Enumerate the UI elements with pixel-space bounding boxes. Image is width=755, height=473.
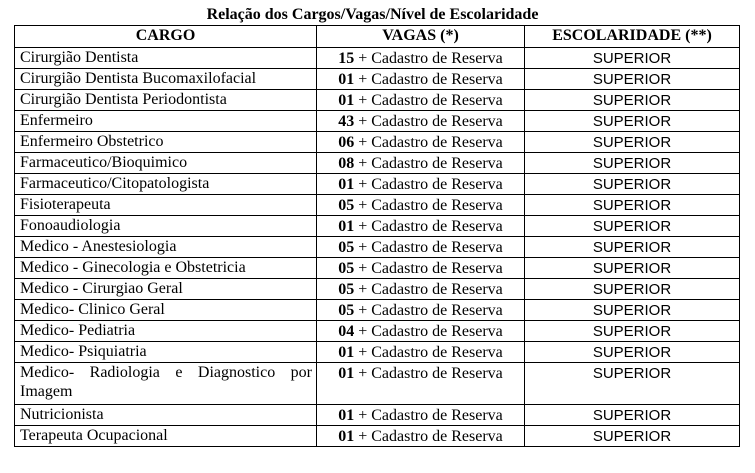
vagas-cell <box>317 405 525 426</box>
vagas-suffix: + Cadastro de Reserva <box>354 134 503 151</box>
cargo-cell: Nutricionista <box>15 405 317 426</box>
vagas-count: 43 <box>338 113 355 130</box>
vagas-cell <box>317 48 525 69</box>
escolaridade-cell: SUPERIOR <box>525 174 740 195</box>
cargo-cell: Enfermeiro Obstetrico <box>15 132 317 153</box>
vagas-suffix: + Cadastro de Reserva <box>354 239 503 256</box>
cargo-cell: Fonoaudiologia <box>15 216 317 237</box>
table-row <box>15 405 740 426</box>
vagas-cell <box>317 195 525 216</box>
vagas-count: 05 <box>338 302 355 319</box>
table-row <box>15 258 740 279</box>
jobs-table <box>14 25 740 447</box>
escolaridade-cell: SUPERIOR <box>525 153 740 174</box>
vagas-suffix: + Cadastro de Reserva <box>354 260 503 277</box>
vagas-count: 04 <box>338 323 355 340</box>
vagas-cell <box>317 321 525 342</box>
vagas-cell <box>317 216 525 237</box>
table-row <box>15 279 740 300</box>
header-vagas: VAGAS (*) <box>317 26 525 48</box>
escolaridade-cell: SUPERIOR <box>525 69 740 90</box>
table-row <box>15 363 740 405</box>
table-row <box>15 174 740 195</box>
vagas-suffix: + Cadastro de Reserva <box>354 71 503 88</box>
vagas-count: 05 <box>338 239 355 256</box>
table-row <box>15 153 740 174</box>
escolaridade-cell: SUPERIOR <box>525 132 740 153</box>
vagas-count: 01 <box>338 365 355 382</box>
vagas-cell <box>317 258 525 279</box>
vagas-cell <box>317 174 525 195</box>
table-row <box>15 216 740 237</box>
escolaridade-cell: SUPERIOR <box>525 216 740 237</box>
cargo-cell: Medico- Pediatria <box>15 321 317 342</box>
cargo-cell: Terapeuta Ocupacional <box>15 426 317 447</box>
vagas-count: 05 <box>338 281 355 298</box>
vagas-suffix: + Cadastro de Reserva <box>354 92 503 109</box>
vagas-count: 01 <box>338 71 355 88</box>
cargo-cell: Medico- Radiologia e Diagnostico por Imagem <box>15 363 317 405</box>
escolaridade-cell: SUPERIOR <box>525 342 740 363</box>
table-row <box>15 321 740 342</box>
cargo-cell: Farmaceutico/Bioquimico <box>15 153 317 174</box>
vagas-count: 01 <box>338 176 355 193</box>
vagas-suffix: + Cadastro de Reserva <box>354 176 503 193</box>
escolaridade-cell: SUPERIOR <box>525 279 740 300</box>
header-cargo: CARGO <box>15 26 317 48</box>
vagas-suffix: + Cadastro de Reserva <box>354 50 503 67</box>
vagas-count: 01 <box>338 428 355 445</box>
vagas-cell <box>317 426 525 447</box>
table-row <box>15 426 740 447</box>
vagas-count: 01 <box>338 218 355 235</box>
escolaridade-cell: SUPERIOR <box>525 363 740 405</box>
vagas-cell <box>317 69 525 90</box>
vagas-suffix: + Cadastro de Reserva <box>354 407 503 424</box>
vagas-suffix: + Cadastro de Reserva <box>354 197 503 214</box>
table-row <box>15 195 740 216</box>
table-row <box>15 90 740 111</box>
vagas-suffix: + Cadastro de Reserva <box>354 323 503 340</box>
cargo-cell: Fisioterapeuta <box>15 195 317 216</box>
escolaridade-cell: SUPERIOR <box>525 195 740 216</box>
cargo-cell: Farmaceutico/Citopatologista <box>15 174 317 195</box>
table-row <box>15 48 740 69</box>
cargo-cell: Medico - Cirurgiao Geral <box>15 279 317 300</box>
escolaridade-cell: SUPERIOR <box>525 237 740 258</box>
header-escolaridade: ESCOLARIDADE (**) <box>525 26 740 48</box>
table-row <box>15 300 740 321</box>
vagas-count: 06 <box>338 134 355 151</box>
table-header-row <box>15 26 740 48</box>
escolaridade-cell: SUPERIOR <box>525 426 740 447</box>
table-row <box>15 342 740 363</box>
vagas-suffix: + Cadastro de Reserva <box>354 428 503 445</box>
cargo-cell: Cirurgião Dentista Periodontista <box>15 90 317 111</box>
vagas-cell <box>317 279 525 300</box>
vagas-suffix: + Cadastro de Reserva <box>354 344 503 361</box>
escolaridade-cell: SUPERIOR <box>525 258 740 279</box>
vagas-suffix: + Cadastro de Reserva <box>354 155 503 172</box>
escolaridade-cell: SUPERIOR <box>525 111 740 132</box>
vagas-cell <box>317 342 525 363</box>
vagas-count: 01 <box>338 92 355 109</box>
cargo-cell: Cirurgião Dentista Bucomaxilofacial <box>15 69 317 90</box>
table-row <box>15 237 740 258</box>
vagas-count: 15 <box>338 50 355 67</box>
escolaridade-cell: SUPERIOR <box>525 300 740 321</box>
vagas-count: 05 <box>338 260 355 277</box>
cargo-cell: Medico - Ginecologia e Obstetricia <box>15 258 317 279</box>
cargo-cell: Enfermeiro <box>15 111 317 132</box>
vagas-cell <box>317 300 525 321</box>
vagas-suffix: + Cadastro de Reserva <box>354 302 503 319</box>
page-title: Relação dos Cargos/Vagas/Nível de Escolaridade <box>206 6 539 23</box>
vagas-count: 05 <box>338 197 355 214</box>
vagas-cell <box>317 111 525 132</box>
cargo-cell: Medico - Anestesiologia <box>15 237 317 258</box>
escolaridade-cell: SUPERIOR <box>525 90 740 111</box>
cargo-cell: Medico- Psiquiatria <box>15 342 317 363</box>
cargo-cell: Cirurgião Dentista <box>15 48 317 69</box>
escolaridade-cell: SUPERIOR <box>525 48 740 69</box>
vagas-cell <box>317 153 525 174</box>
vagas-cell <box>317 90 525 111</box>
vagas-cell <box>317 237 525 258</box>
escolaridade-cell: SUPERIOR <box>525 405 740 426</box>
vagas-count: 01 <box>338 407 355 424</box>
table-row <box>15 132 740 153</box>
vagas-suffix: + Cadastro de Reserva <box>354 365 503 382</box>
vagas-count: 01 <box>338 344 355 361</box>
vagas-cell <box>317 132 525 153</box>
cargo-cell: Medico- Clinico Geral <box>15 300 317 321</box>
table-row <box>15 111 740 132</box>
vagas-cell <box>317 363 525 405</box>
vagas-suffix: + Cadastro de Reserva <box>354 218 503 235</box>
table-row <box>15 69 740 90</box>
escolaridade-cell: SUPERIOR <box>525 321 740 342</box>
vagas-suffix: + Cadastro de Reserva <box>354 113 503 130</box>
vagas-suffix: + Cadastro de Reserva <box>354 281 503 298</box>
vagas-count: 08 <box>338 155 355 172</box>
